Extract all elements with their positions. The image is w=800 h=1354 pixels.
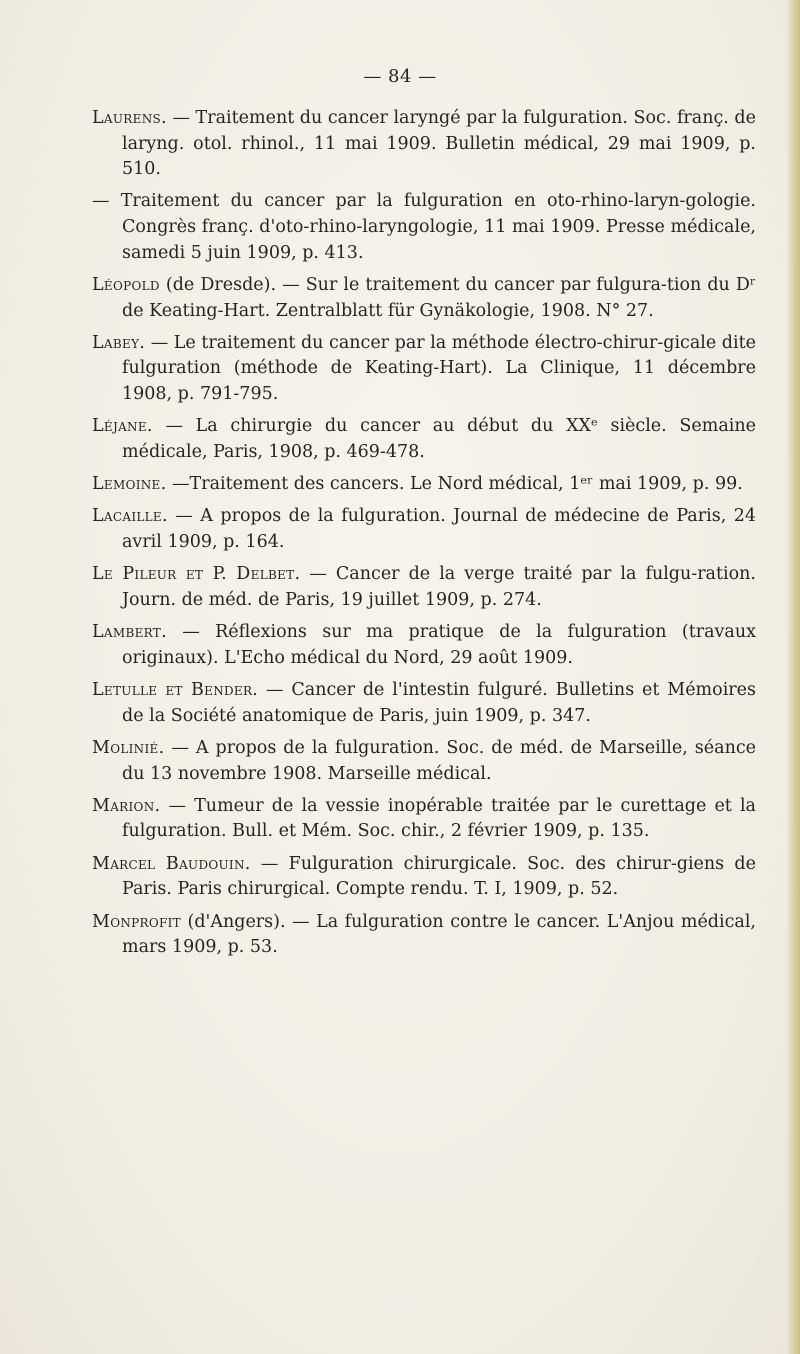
- entry-text: — A propos de la fulguration. Soc. de méd. de Marseille, séance du 13 novembre 1908. Marseille médical.: [122, 737, 756, 784]
- bibliography-entry: [92, 331, 756, 408]
- entry-text: — Tumeur de la vessie inopérable traitée par le curettage et la fulguration. Bull. et Mém. Soc. chir., 2 février 1909, p. 135.: [122, 795, 756, 842]
- entry-text: (de Dresde). — Sur le traitement du cancer par fulgura-tion du Dʳ de Keating-Hart. Zentralblatt für Gynäkologie, 1908. N° 27.: [122, 274, 756, 321]
- entry-author: Lambert.: [92, 622, 167, 643]
- entry-text: — Cancer de l'intestin fulguré. Bulletins et Mémoires de la Société anatomique de Paris, juin 1909, p. 347.: [122, 680, 756, 726]
- entry-text: — Réflexions sur ma pratique de la fulguration (travaux originaux). L'Echo médical du Nord, 29 août 1909.: [122, 622, 756, 668]
- entry-text: —Traitement des cancers. Le Nord médical, 1ᵉʳ mai 1909, p. 99.: [166, 474, 743, 495]
- entry-text: — Traitement du cancer par la fulguration en oto-rhino-laryn-gologie. Congrès franç. d'oto-rhino-laryngologie, 11 mai 1909. Presse médicale, samedi 5 juin 1909, p. 413.: [92, 191, 756, 263]
- entry-author: Marcel Baudouin.: [92, 853, 251, 874]
- entry-author: Monprofit: [92, 911, 181, 932]
- bibliography-entry: [92, 106, 756, 183]
- entry-author: Lacaille.: [92, 506, 168, 527]
- entry-text: — Le traitement du cancer par la méthode électro-chirur-gicale dite fulguration (méthode de Keating-Hart). La Clinique, 11 décembre 1908, p. 791-795.: [122, 332, 756, 404]
- page-number: — 84 —: [363, 66, 437, 87]
- entry-author: Léjane.: [92, 416, 153, 437]
- entry-author: Molinié.: [92, 737, 165, 758]
- entry-text: — La chirurgie du cancer au début du XXᵉ siècle. Semaine médicale, Paris, 1908, p. 469-478.: [122, 416, 756, 462]
- entry-author: Léopold: [92, 274, 160, 295]
- entry-text: — Fulguration chirurgicale. Soc. des chirur-giens de Paris. Paris chirurgical. Compte rendu. T. I, 1909, p. 52.: [122, 853, 756, 900]
- bibliography-entry: [92, 620, 756, 671]
- entry-author: Lemoine.: [92, 474, 167, 495]
- entry-author: Letulle et Bender.: [92, 680, 259, 701]
- page-edge-shadow: [786, 0, 800, 1354]
- entry-author: Labey.: [92, 332, 146, 353]
- entry-text: — Traitement du cancer laryngé par la fulguration. Soc. franç. de laryng. otol. rhinol., 11 mai 1909. Bulletin médical, 29 mai 1909, p. 510.: [122, 108, 756, 180]
- bibliography-entry: [92, 189, 756, 266]
- entry-text: — Cancer de la verge traité par la fulgu-ration. Journ. de méd. de Paris, 19 juillet 1909, p. 274.: [122, 564, 756, 610]
- bibliography-entry: [92, 736, 756, 787]
- bibliography-list: [92, 106, 756, 967]
- bibliography-entry: [92, 562, 756, 613]
- bibliography-entry: [92, 504, 756, 555]
- bibliography-entry: [92, 678, 756, 729]
- bibliography-entry: [92, 414, 756, 465]
- bibliography-entry: [92, 852, 756, 903]
- entry-text: — A propos de la fulguration. Journal de médecine de Paris, 24 avril 1909, p. 164.: [122, 506, 756, 553]
- bibliography-entry: [92, 472, 756, 498]
- entry-author: Laurens.: [92, 108, 167, 128]
- bibliography-entry: [92, 910, 756, 961]
- entry-author: Marion.: [92, 795, 161, 816]
- entry-text: (d'Angers). — La fulguration contre le cancer. L'Anjou médical, mars 1909, p. 53.: [122, 911, 756, 958]
- bibliography-entry: [92, 273, 756, 324]
- bibliography-entry: [92, 794, 756, 845]
- entry-author: Le Pileur et P. Delbet.: [92, 564, 301, 585]
